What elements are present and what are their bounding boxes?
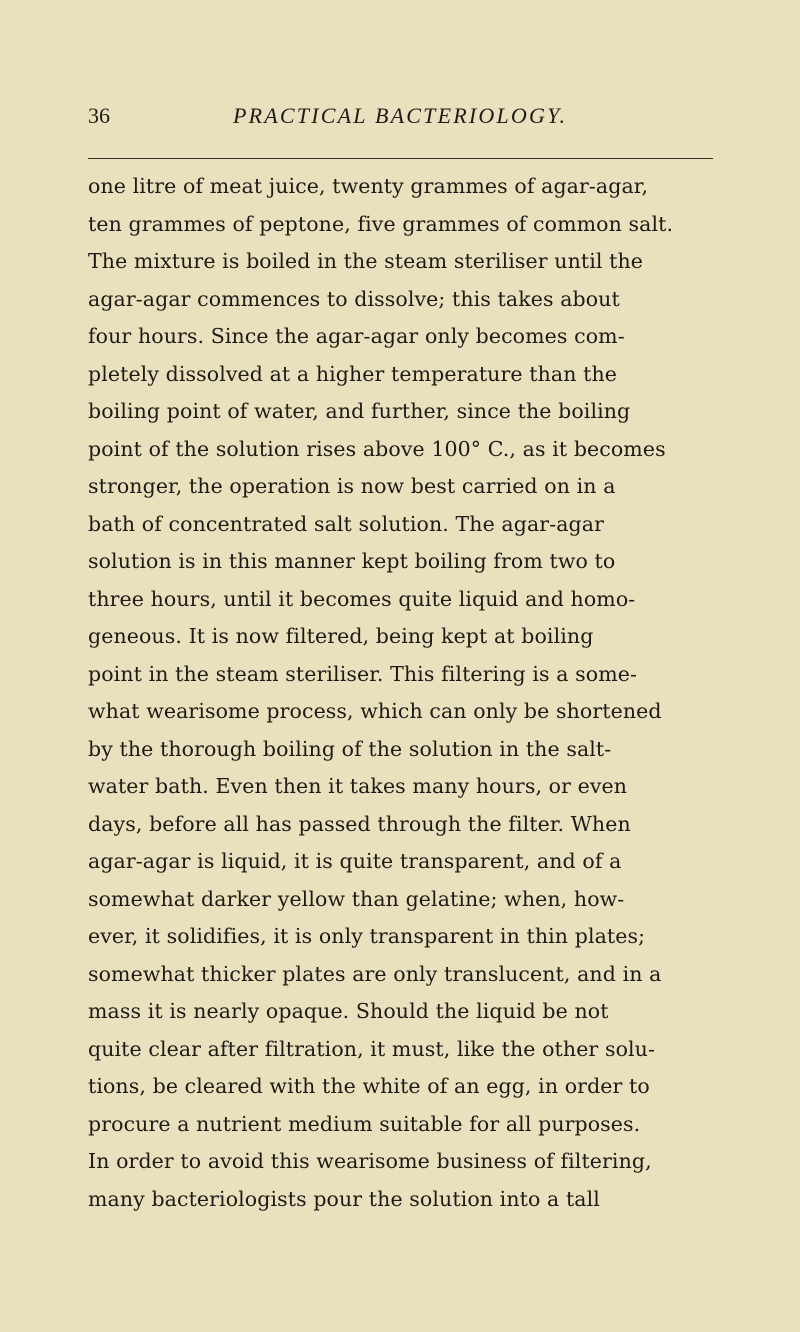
text-line: procure a nutrient medium suitable for all purposes. — [88, 1111, 641, 1136]
text-line: solution is in this manner kept boiling from two to — [88, 549, 616, 573]
text-line: geneous. It is now filtered, being kept at boiling — [88, 624, 594, 648]
text-line: pletely dissolved at a higher temperature than the — [88, 361, 617, 386]
text-line: ten grammes of peptone, five grammes of common salt. — [88, 211, 674, 236]
header-rule — [88, 158, 713, 159]
text-line: In order to avoid this wearisome business of filtering, — [88, 1149, 652, 1173]
body-text — [88, 168, 728, 1218]
text-line: ever, it solidifies, it is only transparent in thin plates; — [88, 924, 646, 948]
page-number: 36 — [88, 103, 110, 128]
text-line: tions, be cleared with the white of an egg, in order to — [88, 1074, 650, 1098]
text-line: point of the solution rises above 100° C., as it becomes — [88, 436, 666, 461]
text-line: somewhat darker yellow than gelatine; when, how- — [88, 886, 625, 911]
text-line: one litre of meat juice, twenty grammes of agar-agar, — [88, 174, 649, 198]
running-head — [88, 96, 713, 136]
text-line: boiling point of water, and further, since the boiling — [88, 399, 631, 423]
text-line: stronger, the operation is now best carried on in a — [88, 474, 616, 498]
text-line: point in the steam steriliser. This filtering is a some- — [88, 661, 638, 686]
text-line: water bath. Even then it takes many hours, or even — [88, 774, 628, 798]
text-line: bath of concentrated salt solution. The agar-agar — [88, 511, 604, 536]
text-line: The mixture is boiled in the steam steriliser until the — [88, 249, 644, 273]
text-line: many bacteriologists pour the solution into a tall — [88, 1186, 600, 1211]
text-line: what wearisome process, which can only be shortened — [88, 699, 662, 723]
text-line: somewhat thicker plates are only translucent, and in a — [88, 961, 662, 986]
text-line: days, before all has passed through the filter. When — [88, 811, 631, 836]
text-line: quite clear after filtration, it must, like the other solu- — [88, 1036, 655, 1061]
text-line: agar-agar is liquid, it is quite transparent, and of a — [88, 849, 622, 873]
text-line: four hours. Since the agar-agar only becomes com- — [88, 324, 625, 348]
text-line: agar-agar commences to dissolve; this takes about — [88, 286, 620, 311]
text-line: mass it is nearly opaque. Should the liquid be not — [88, 999, 609, 1023]
text-line: by the thorough boiling of the solution in the salt- — [88, 736, 612, 761]
running-title: PRACTICAL BACTERIOLOGY. — [233, 103, 568, 128]
text-line: three hours, until it becomes quite liquid and homo- — [88, 586, 636, 611]
